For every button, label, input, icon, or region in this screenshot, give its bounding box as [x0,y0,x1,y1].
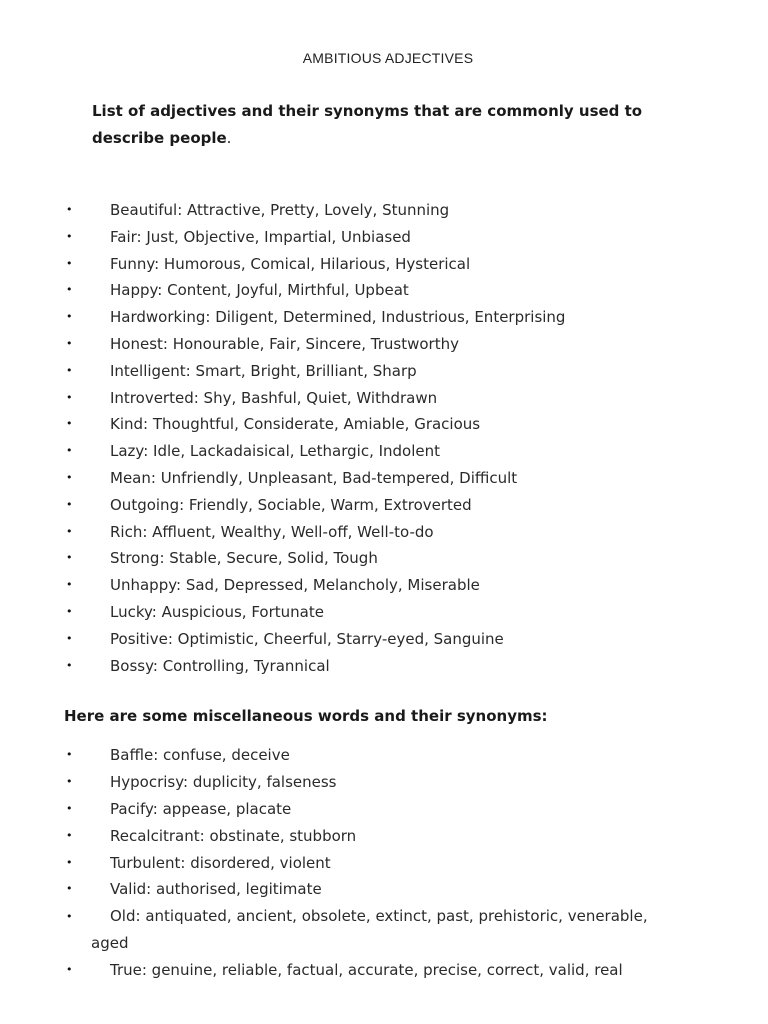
list-item [0,331,700,358]
bullet-icon: • [66,748,73,761]
list-item-text: Turbulent: disordered, violent [110,853,331,872]
page-title: AMBITIOUS ADJECTIVES [302,50,474,66]
list-item-text: Rich: Affluent, Wealthy, Well-off, Well-to-do [110,522,434,541]
list-item-text: Beautiful: Attractive, Pretty, Lovely, Stunning [110,201,450,219]
list-item-text: Lucky: Auspicious, Fortunate [110,602,324,621]
bullet-icon: • [66,774,73,788]
list-item [0,438,700,465]
intro-text: List of adjectives and their synonyms that are commonly used to describe people [92,102,643,147]
bullet-icon: • [66,801,73,815]
list-item [0,823,700,850]
intro-period: . [226,129,232,147]
list-item-text: Outgoing: Friendly, Sociable, Warm, Extroverted [110,495,472,514]
bullet-icon: • [66,910,73,924]
list-item [0,626,700,653]
list-item [0,876,700,903]
list-item-text: Honest: Honourable, Fair, Sincere, Trustworthy [110,334,459,353]
bullet-icon: • [66,963,73,977]
list-item-text: Lazy: Idle, Lackadaisical, Lethargic, Indolent [110,442,441,461]
list-item-text: Happy: Content, Joyful, Mirthful, Upbeat [110,281,409,300]
intro-paragraph [92,98,692,152]
list-item-text: Kind: Thoughtful, Considerate, Amiable, Gracious [110,415,481,434]
list-item [0,653,700,680]
list-item-text: Baffle: confuse, deceive [110,746,290,764]
list-item-text: Bossy: Controlling, Tyrannical [110,656,330,675]
list-item [0,385,700,412]
bullet-icon: • [66,578,73,592]
bullet-icon: • [66,390,73,404]
bullet-icon: • [66,658,73,672]
list-item [0,796,700,823]
bullet-icon: • [66,363,73,377]
bullet-icon: • [66,828,73,842]
bullet-icon: • [66,551,73,565]
bullet-icon: • [66,444,73,458]
list-item [0,769,700,796]
list-item-text: Intelligent: Smart, Bright, Brilliant, Sharp [110,361,417,380]
list-item-text: True: genuine, reliable, factual, accurate, precise, correct, valid, real [110,961,623,980]
adjective-list [0,197,700,679]
bullet-icon: • [66,256,73,270]
list-item-text: Unhappy: Sad, Depressed, Melancholy, Miserable [110,576,480,595]
bullet-icon: • [66,882,73,896]
list-item [0,850,700,877]
list-item-text: Introverted: Shy, Bashful, Quiet, Withdrawn [110,388,438,407]
list-item [0,358,700,385]
list-item-text: Old: antiquated, ancient, obsolete, extinct, past, prehistoric, venerable, [110,907,648,926]
list-item [0,465,700,492]
list-item-text-continued: aged [91,934,129,953]
list-item-text: Hardworking: Diligent, Determined, Industrious, Enterprising [110,308,566,327]
list-item-text: Fair: Just, Objective, Impartial, Unbiased [110,227,411,246]
list-item [0,224,700,251]
list-item [0,304,700,331]
list-item [0,742,700,769]
bullet-icon: • [66,631,73,645]
list-item [0,277,700,304]
list-item [0,545,700,572]
list-item [0,957,700,984]
bullet-icon: • [66,283,73,297]
bullet-icon: • [66,470,73,484]
list-item-text: Strong: Stable, Secure, Solid, Tough [110,549,378,568]
bullet-icon: • [66,855,73,869]
misc-heading: Here are some miscellaneous words and their synonyms: [64,707,548,725]
list-item [0,251,700,278]
bullet-icon: • [66,229,73,243]
list-item-text: Mean: Unfriendly, Unpleasant, Bad-tempered, Difficult [110,468,518,487]
bullet-icon: • [66,497,73,511]
list-item [0,519,700,546]
bullet-icon: • [66,203,73,216]
list-item [0,492,700,519]
list-item [0,197,700,224]
bullet-icon: • [66,604,73,618]
misc-word-list [0,742,700,984]
list-item-text: Recalcitrant: obstinate, stubborn [110,826,357,845]
bullet-icon: • [66,417,73,431]
list-item [0,572,700,599]
list-item-text: Positive: Optimistic, Cheerful, Starry-eyed, Sanguine [110,629,504,648]
list-item-text: Pacify: appease, placate [110,799,292,818]
list-item [0,599,700,626]
list-item-text: Valid: authorised, legitimate [110,880,322,899]
list-item [0,903,700,957]
bullet-icon: • [66,310,73,324]
list-item [0,411,700,438]
bullet-icon: • [66,524,73,538]
list-item-text: Funny: Humorous, Comical, Hilarious, Hysterical [110,254,471,273]
list-item-text: Hypocrisy: duplicity, falseness [110,772,337,791]
bullet-icon: • [66,336,73,350]
